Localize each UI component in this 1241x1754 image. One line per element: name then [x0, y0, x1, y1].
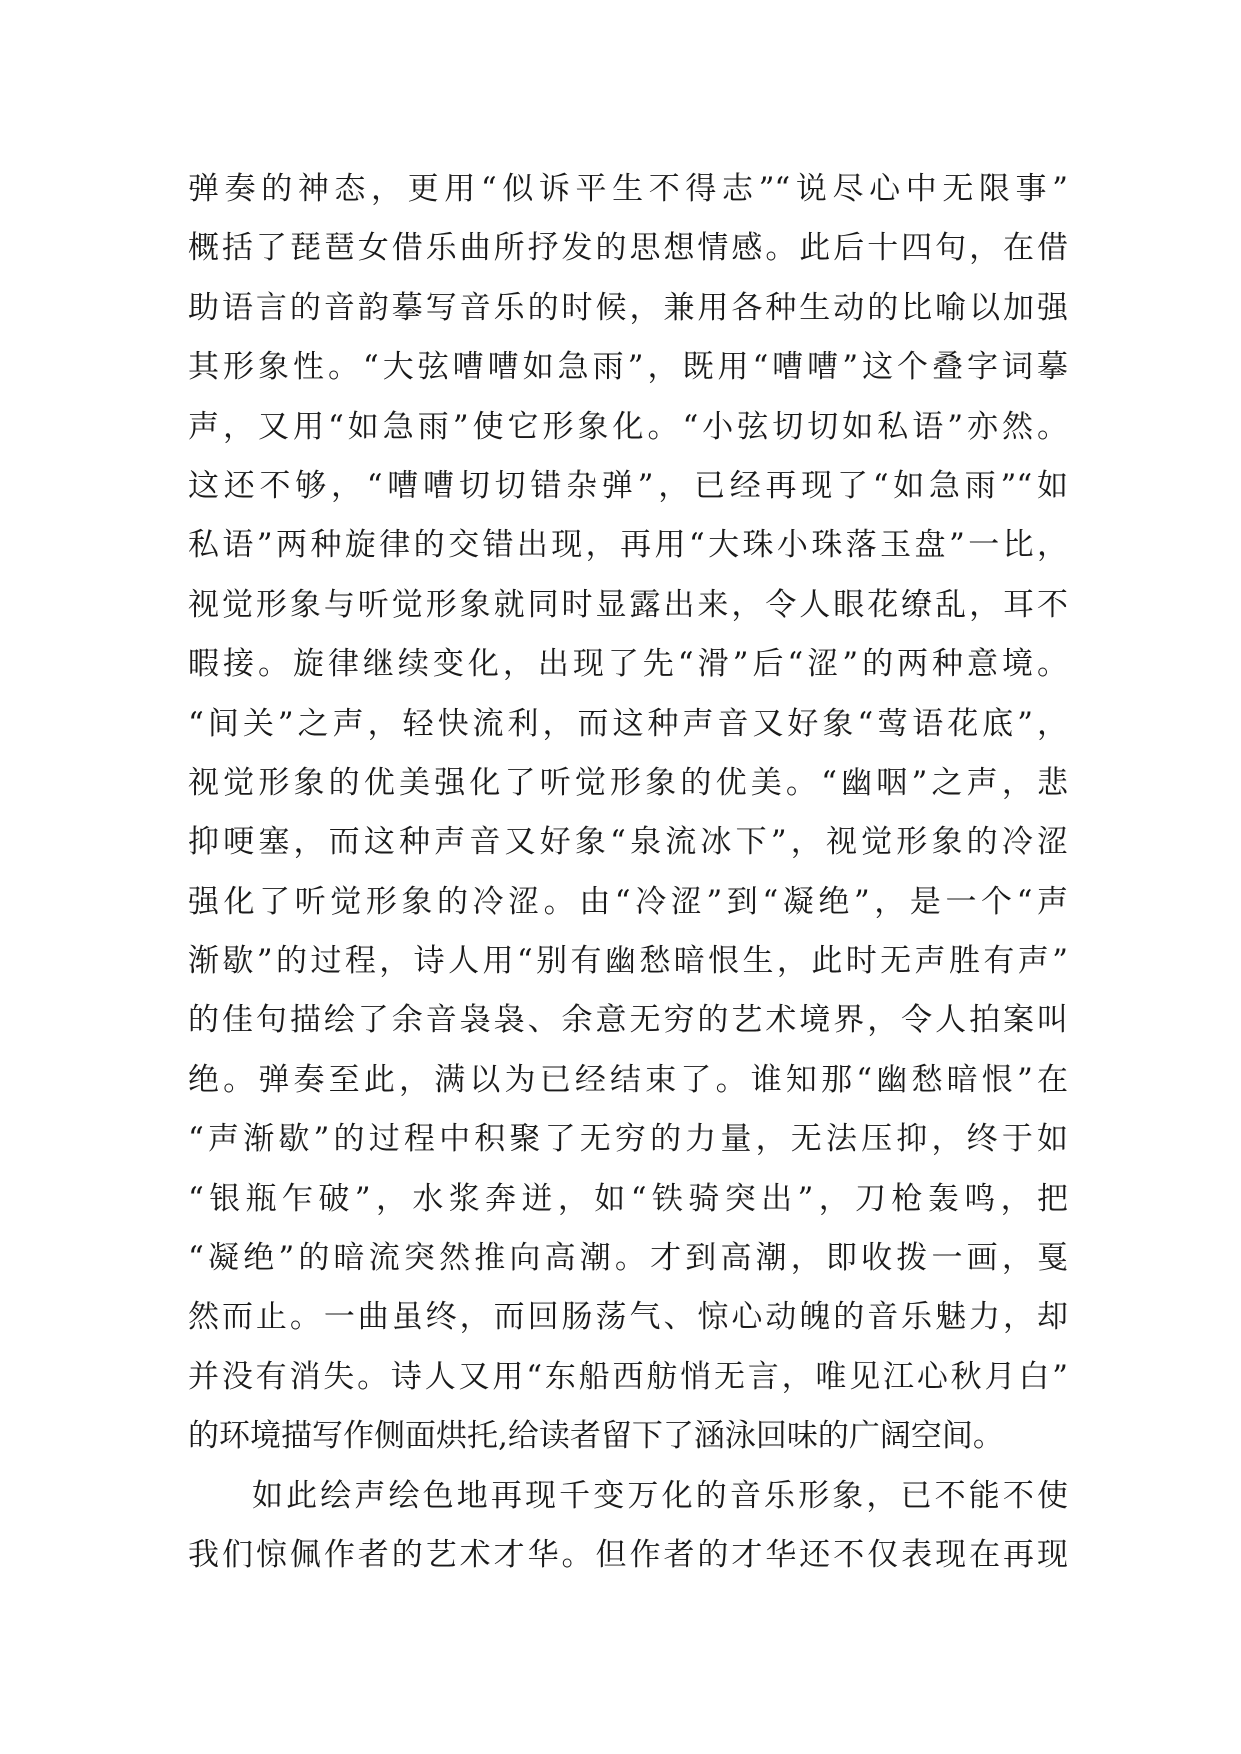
text-line: 抑哽塞，而这种声音又好象“泉流冰下”，视觉形象的冷涩	[188, 824, 1068, 861]
text-line: 渐歇”的过程，诗人用“别有幽愁暗恨生，此时无声胜有声”	[188, 943, 1068, 980]
text-line: 并没有消失。诗人又用“东船西舫悄无言，唯见江心秋月白”	[188, 1358, 1068, 1395]
text-line: 弹奏的神态，更用“似诉平生不得志”“说尽心中无限事”	[188, 171, 1068, 207]
paragraph-end-line: 的环境描写作侧面烘托,给读者留下了涵泳回味的广阔空间。	[188, 1418, 1004, 1455]
text-line: 绝。弹奏至此，满以为已经结束了。谁知那“幽愁暗恨”在	[188, 1061, 1068, 1098]
text-line: 助语言的音韵摹写音乐的时候，兼用各种生动的比喻以加强	[188, 289, 1068, 326]
body-text	[188, 160, 1068, 1585]
paragraph-start-line: 如此绘声绘色地再现千变万化的音乐形象，已不能不使	[252, 1477, 1068, 1514]
text-line: “凝绝”的暗流突然推向高潮。才到高潮，即收拨一画，戛	[188, 1240, 1068, 1277]
text-line: “声渐歇”的过程中积聚了无穷的力量，无法压抑，终于如	[188, 1121, 1068, 1158]
text-line: 这还不够，“嘈嘈切切错杂弹”，已经再现了“如急雨”“如	[188, 467, 1068, 504]
text-line: 然而止。一曲虽终，而回肠荡气、惊心动魄的音乐魅力，却	[188, 1299, 1068, 1336]
text-line: 视觉形象与听觉形象就同时显露出来，令人眼花缭乱，耳不	[188, 586, 1068, 623]
text-line: 其形象性。“大弦嘈嘈如急雨”，既用“嘈嘈”这个叠字词摹	[188, 349, 1068, 386]
text-line: 视觉形象的优美强化了听觉形象的优美。“幽咽”之声，悲	[188, 764, 1068, 801]
text-line: 声，又用“如急雨”使它形象化。“小弦切切如私语”亦然。	[188, 408, 1068, 445]
text-line: 的佳句描绘了余音袅袅、余意无穷的艺术境界，令人拍案叫	[188, 1002, 1068, 1039]
text-line: 暇接。旋律继续变化，出现了先“滑”后“涩”的两种意境。	[188, 646, 1068, 683]
text-line: “间关”之声，轻快流利，而这种声音又好象“莺语花底”，	[188, 705, 1068, 742]
text-line: “银瓶乍破”，水浆奔迸，如“铁骑突出”，刀枪轰鸣，把	[188, 1180, 1068, 1217]
text-line: 概括了琵琶女借乐曲所抒发的思想情感。此后十四句，在借	[188, 230, 1068, 267]
text-line: 私语”两种旋律的交错出现，再用“大珠小珠落玉盘”一比，	[188, 527, 1068, 564]
text-line: 强化了听觉形象的冷涩。由“冷涩”到“凝绝”，是一个“声	[188, 883, 1068, 920]
text-line: 我们惊佩作者的艺术才华。但作者的才华还不仅表现在再现	[188, 1536, 1068, 1573]
